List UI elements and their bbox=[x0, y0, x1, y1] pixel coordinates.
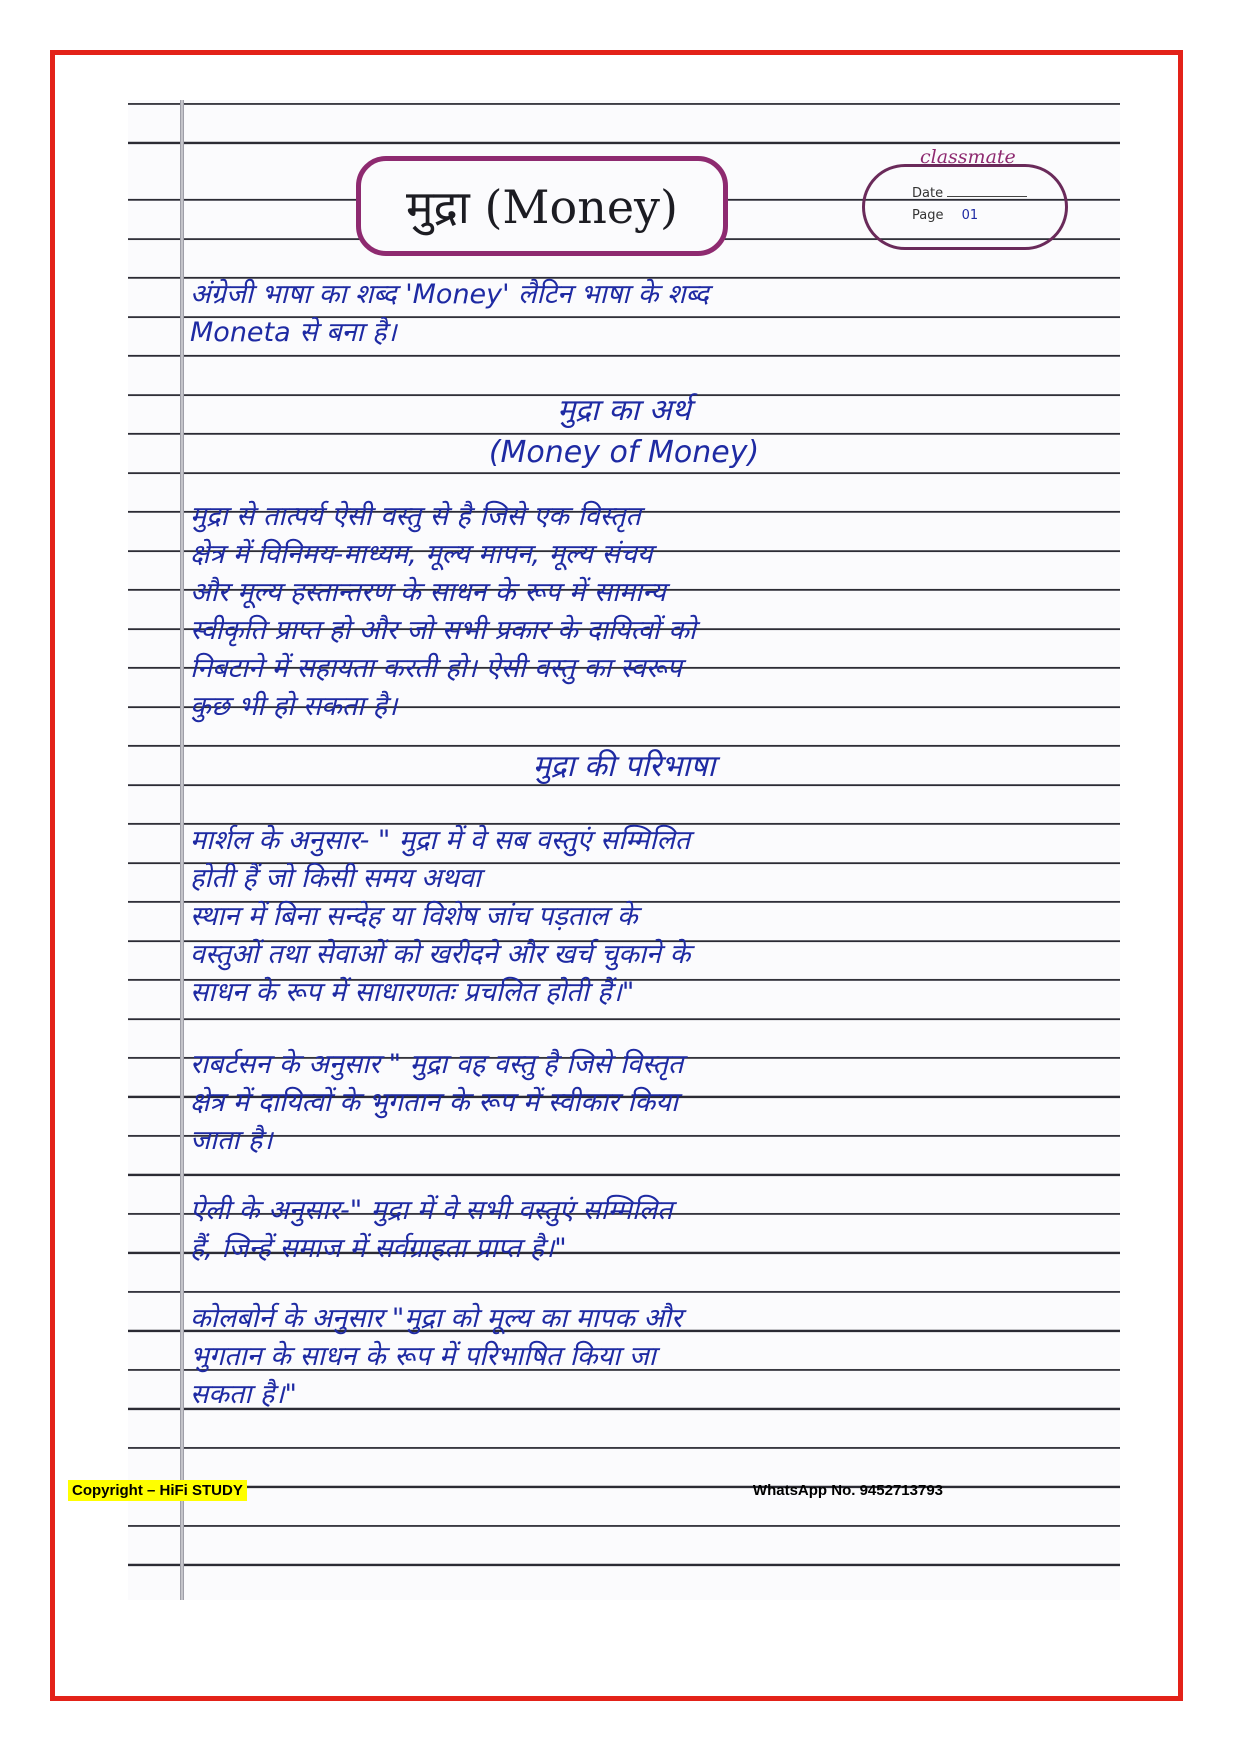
text-line: स्वीकृति प्राप्त हो और जो सभी प्रकार के दायित्वों को bbox=[190, 615, 696, 646]
text-line: राबर्टसन के अनुसार " मुद्रा वह वस्तु है जिसे विस्तृत bbox=[190, 1049, 684, 1080]
logo-swirl-icon bbox=[862, 164, 1068, 250]
page-title: मुद्रा (Money) bbox=[406, 180, 678, 234]
text-line: अंग्रेजी भाषा का शब्द 'Money' लैटिन भाषा के शब्द bbox=[190, 279, 709, 310]
text-line: ऐली के अनुसार-" मुद्रा में वे सभी वस्तुएं सम्मिलित bbox=[190, 1195, 673, 1226]
text-line: साधन के रूप में साधारणतः प्रचलित होती हैं।" bbox=[190, 977, 635, 1008]
whatsapp-label: WhatsApp No. 9452713793 bbox=[752, 1482, 943, 1499]
text-line: भुगतान के साधन के रूप में परिभाषित किया जा bbox=[190, 1341, 656, 1372]
title-box bbox=[356, 156, 728, 256]
text-line: वस्तुओं तथा सेवाओं को खरीदने और खर्च चुकाने के bbox=[190, 939, 691, 970]
text-line: क्षेत्र में विनिमय-माध्यम, मूल्य मापन, मूल्य संचय bbox=[190, 539, 653, 570]
page-field bbox=[912, 208, 978, 223]
heading-meaning: मुद्रा का अर्थ bbox=[557, 393, 691, 428]
text-line: मुद्रा से तात्पर्य ऐसी वस्तु से है जिसे एक विस्तृत bbox=[190, 501, 641, 532]
copyright-label: Copyright – HiFi STUDY bbox=[68, 1480, 247, 1501]
text-line: और मूल्य हस्तान्तरण के साधन के रूप में सामान्य bbox=[190, 577, 666, 608]
text-line: Moneta से बना है। bbox=[190, 317, 397, 348]
text-line: हैं, जिन्हें समाज में सर्वग्राहता प्राप्त है।" bbox=[190, 1233, 567, 1264]
brand-name: classmate bbox=[920, 146, 1016, 168]
page-value: 01 bbox=[961, 208, 979, 223]
text-line: कोलबोर्न के अनुसार "मुद्रा को मूल्य का मापक और bbox=[190, 1303, 683, 1334]
text-line: स्थान में बिना सन्देह या विशेष जांच पड़ताल के bbox=[190, 901, 638, 932]
text-line: सकता है।" bbox=[190, 1379, 297, 1410]
date-field bbox=[912, 186, 1027, 201]
text-line: जाता है। bbox=[190, 1125, 273, 1156]
text-line: कुछ भी हो सकता है। bbox=[190, 691, 398, 722]
heading-definition: मुद्रा की परिभाषा bbox=[532, 749, 716, 784]
heading-meaning-en: (Money of Money) bbox=[488, 435, 760, 470]
classmate-logo bbox=[858, 146, 1068, 246]
text-line: होती हैं जो किसी समय अथवा bbox=[190, 863, 481, 894]
text-line: मार्शल के अनुसार- " मुद्रा में वे सब वस्तुएं सम्मिलित bbox=[190, 825, 691, 856]
page-label: Page bbox=[912, 208, 944, 223]
text-line: क्षेत्र में दायित्वों के भुगतान के रूप में स्वीकार किया bbox=[190, 1087, 678, 1118]
margin-line bbox=[180, 100, 184, 1600]
text-line: निबटाने में सहायता करती हो। ऐसी वस्तु का स्वरूप bbox=[190, 653, 682, 684]
date-label: Date bbox=[912, 186, 944, 201]
notebook-page bbox=[128, 100, 1120, 1600]
